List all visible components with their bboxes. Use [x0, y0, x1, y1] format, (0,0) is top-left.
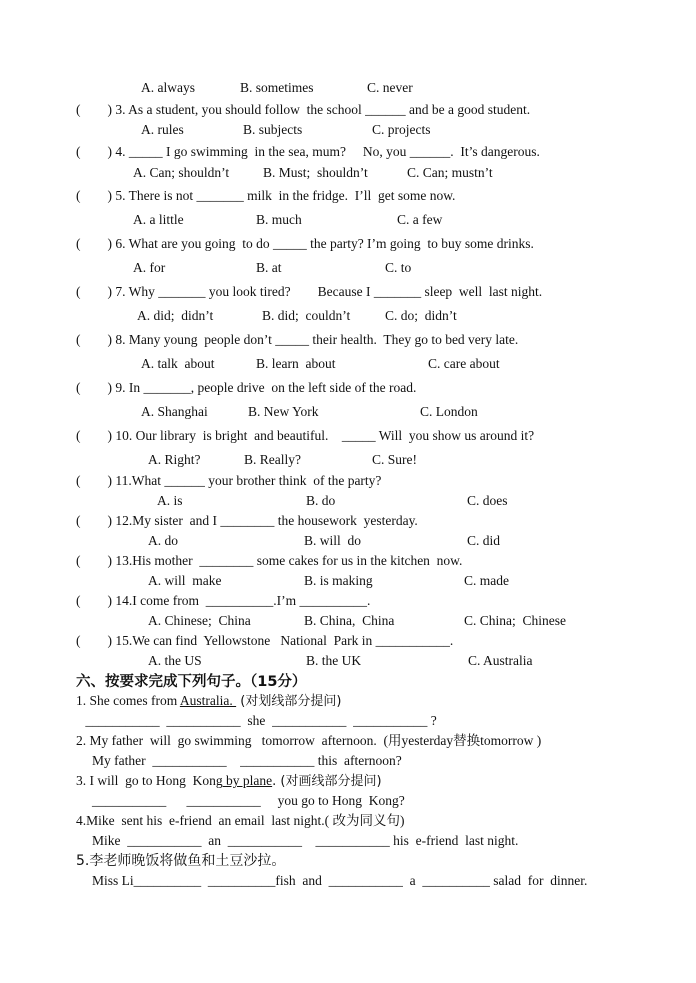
underlined-phrase: by plane [222, 773, 273, 788]
sentence-text: 3. I will go to Hong Kong [76, 773, 223, 788]
option-a: A. is [157, 493, 183, 508]
option-c: C. Sure! [372, 452, 417, 467]
option-a: A. the US [148, 653, 202, 668]
option-c: C. projects [372, 122, 431, 137]
option-c: C. made [464, 573, 509, 588]
question-14: ( ) 14.I come from __________.I’m __________. [76, 593, 371, 608]
option-a: A. did; didn’t [137, 308, 214, 323]
option-b: B. at [256, 260, 282, 275]
instruction-text: . (对画线部分提问) [272, 774, 382, 789]
option-c: C. never [367, 80, 413, 95]
option-b: B. Really? [244, 452, 301, 467]
option-b: B. New York [248, 404, 319, 419]
sentence-3 [76, 772, 382, 791]
option-a: A. Shanghai [141, 404, 208, 419]
option-a: A. Right? [148, 452, 201, 467]
question-12: ( ) 12.My sister and I ________ the housework yesterday. [76, 513, 418, 528]
answer-line-3: ___________ ___________ you go to Hong Kong? [92, 793, 405, 808]
question-10: ( ) 10. Our library is bright and beautiful. _____ Will you show us around it? [76, 428, 535, 443]
question-11: ( ) 11.What ______ your brother think of the party? [76, 473, 382, 488]
option-a: A. do [148, 533, 178, 548]
option-c: C. to [385, 260, 412, 275]
option-c: C. care about [428, 356, 500, 371]
option-a: A. will make [148, 573, 222, 588]
option-b: B. learn about [256, 356, 336, 371]
option-b: B. Must; shouldn’t [263, 165, 368, 180]
answer-line-4: Mike ___________ an ___________ ___________ his e-friend last night. [92, 833, 519, 848]
question-9: ( ) 9. In _______, people drive on the left side of the road. [76, 380, 417, 395]
option-c: C. a few [397, 212, 443, 227]
option-b: B. do [306, 493, 336, 508]
answer-line-1: ___________ ___________ she ___________ ___________ ? [82, 713, 437, 728]
option-c: C. Can; mustn’t [407, 165, 493, 180]
question-7: ( ) 7. Why _______ you look tired? Because I _______ sleep well last night. [76, 284, 543, 299]
sentence-4: 4.Mike sent his e-friend an email last night.( 改为同义句) [76, 813, 405, 828]
option-b: B. China, China [304, 613, 395, 628]
option-a: A. a little [133, 212, 184, 227]
option-a: A. Chinese; China [148, 613, 251, 628]
option-b: B. much [256, 212, 302, 227]
option-a: A. rules [141, 122, 184, 137]
question-4: ( ) 4. _____ I go swimming in the sea, mum? No, you ______. It’s dangerous. [76, 144, 540, 159]
sentence-1 [76, 692, 341, 711]
question-5: ( ) 5. There is not _______ milk in the fridge. I’ll get some now. [76, 188, 456, 203]
instruction-text: (对划线部分提问) [236, 694, 342, 709]
question-13: ( ) 13.His mother ________ some cakes for us in the kitchen now. [76, 553, 463, 568]
answer-line-2: My father ___________ ___________ this afternoon? [92, 753, 402, 768]
question-15: ( ) 15.We can find Yellowstone National Park in ___________. [76, 633, 454, 648]
option-c: C. did [467, 533, 501, 548]
option-a: A. always [141, 80, 195, 95]
option-c: C. China; Chinese [464, 613, 566, 628]
section-6-heading: 六、按要求完成下列句子。（15分） [76, 674, 307, 690]
question-3: ( ) 3. As a student, you should follow the school ______ and be a good student. [76, 102, 531, 117]
sentence-text: 1. She comes from [76, 693, 180, 708]
option-b: B. subjects [243, 122, 303, 137]
option-c: C. does [467, 493, 508, 508]
underlined-phrase: Australia. [179, 693, 237, 708]
question-6: ( ) 6. What are you going to do _____ the party? I’m going to buy some drinks. [76, 236, 534, 251]
option-c: C. do; didn’t [385, 308, 457, 323]
option-a: A. Can; shouldn’t [133, 165, 230, 180]
option-b: B. sometimes [240, 80, 314, 95]
option-a: A. talk about [141, 356, 215, 371]
sentence-5: 5.李老师晚饭将做鱼和土豆沙拉。 [76, 853, 286, 869]
option-b: B. will do [304, 533, 362, 548]
option-b: B. the UK [306, 653, 362, 668]
option-b: B. did; couldn’t [262, 308, 351, 323]
option-a: A. for [133, 260, 166, 275]
option-c: C. London [420, 404, 478, 419]
answer-line-5: Miss Li__________ __________fish and ___________ a __________ salad for dinner. [92, 873, 588, 888]
option-c: C. Australia [468, 653, 533, 668]
option-b: B. is making [304, 573, 373, 588]
sentence-2: 2. My father will go swimming tomorrow afternoon. (用yesterday替换tomorrow ) [76, 733, 542, 748]
question-8: ( ) 8. Many young people don’t _____ their health. They go to bed very late. [76, 332, 519, 347]
